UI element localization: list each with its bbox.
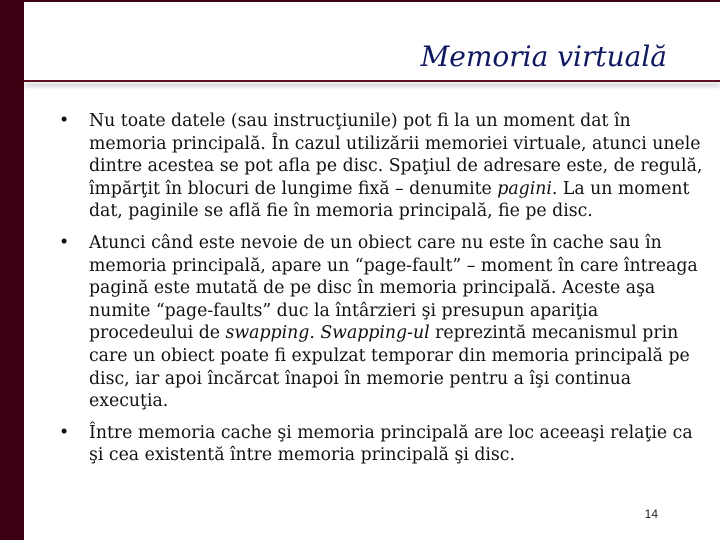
italic-term: swapping: [225, 323, 310, 344]
text-segment: reprezintă mecanismul prin care un obiect poate fi expulzat temporar din memoria principală pe disc, iar apoi încărcat înapoi în memorie pentru a îşi continua execuţia.: [89, 323, 690, 412]
bullet-text: [89, 233, 698, 411]
italic-term: pagini: [497, 178, 552, 199]
bullet-text: [89, 423, 693, 466]
bullet-text: [89, 111, 702, 221]
bullet-dot-icon: •: [59, 111, 70, 131]
slide-title: Memoria virtuală: [420, 40, 667, 73]
text-segment: Atunci când este nevoie de un obiect care nu este în cache sau în memoria principală, apare un “page-fault” – moment în care întreaga pagină este mutată de pe disc în memoria principală. Aceste aşa numite “page-faults” duc la întârzieri şi presupun apariţia procedeului de: [89, 232, 698, 344]
title-divider: [24, 80, 720, 82]
bullet-list: [55, 110, 705, 476]
bullet-item: [55, 232, 705, 413]
text-segment: . La un moment dat, paginile se află fie în memoria principală, fie pe disc.: [89, 178, 690, 222]
text-segment: Nu toate datele (sau instrucţiunile) pot fi la un moment dat în memoria principală. În cazul utilizării memoriei virtuale, atunci unele dintre acestea se pot afla pe disc. Spaţiul de adresare este, de regulă, împărţit în blocuri de lungime fixă – denumite: [89, 111, 703, 199]
top-border-line: [24, 0, 720, 2]
bullet-dot-icon: •: [59, 232, 70, 253]
bullet-item: [55, 110, 705, 223]
page-number: 14: [644, 507, 658, 521]
left-accent-bar: [0, 0, 24, 540]
bullet-item: [55, 422, 705, 467]
bullet-dot-icon: •: [59, 422, 70, 443]
text-segment: Între memoria cache şi memoria principală are loc aceeaşi relaţie ca şi cea existentă între memoria principală şi disc.: [89, 422, 693, 466]
text-segment: .: [309, 323, 321, 344]
italic-term: Swapping-ul: [320, 323, 430, 344]
